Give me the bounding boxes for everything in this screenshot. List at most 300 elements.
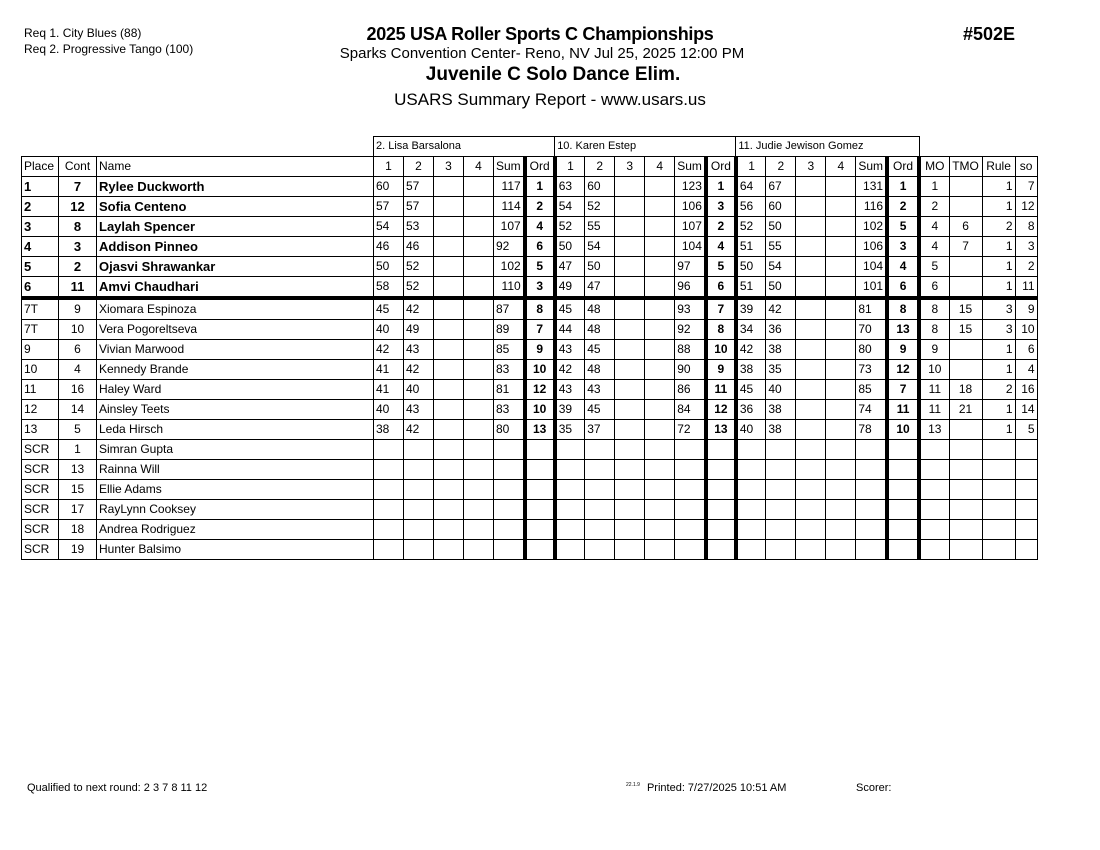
judge-1-score-3 bbox=[434, 500, 464, 520]
judge-2-score-3 bbox=[615, 420, 645, 440]
so-cell bbox=[1015, 540, 1037, 560]
rule-cell: 1 bbox=[982, 237, 1015, 257]
judge-2-sum: 107 bbox=[675, 217, 706, 237]
mo-cell bbox=[919, 500, 949, 520]
judge-1-score-2: 57 bbox=[404, 177, 434, 197]
printed-timestamp: Printed: 7/27/2025 10:51 AM bbox=[646, 782, 787, 794]
judge-1-score-1 bbox=[374, 520, 404, 540]
judge-1-sum bbox=[494, 440, 525, 460]
tmo-cell bbox=[949, 197, 982, 217]
cont-cell: 2 bbox=[59, 257, 97, 277]
rule-cell: 1 bbox=[982, 340, 1015, 360]
place-cell: 3 bbox=[22, 217, 59, 237]
judge-2-score-1: 49 bbox=[555, 277, 585, 299]
judge-2-ordinal: 10 bbox=[706, 340, 736, 360]
scorer-label: Scorer: bbox=[856, 782, 892, 794]
judge-3-score-3 bbox=[796, 340, 826, 360]
rule-cell bbox=[982, 440, 1015, 460]
tmo-cell bbox=[949, 277, 982, 299]
judge-2-score-1: 43 bbox=[555, 380, 585, 400]
judge-1-score-2: 49 bbox=[404, 320, 434, 340]
judge-3-score-2: 60 bbox=[766, 197, 796, 217]
judge-2-sum: 86 bbox=[675, 380, 706, 400]
judge-2-score-2: 48 bbox=[585, 320, 615, 340]
judge-3-score-3 bbox=[796, 217, 826, 237]
judge-2-score-3 bbox=[615, 540, 645, 560]
so-cell bbox=[1015, 480, 1037, 500]
judge-2-sum: 104 bbox=[675, 237, 706, 257]
mo-cell bbox=[919, 480, 949, 500]
so-cell: 4 bbox=[1015, 360, 1037, 380]
judge-1-sum: 102 bbox=[494, 257, 525, 277]
judge-3-score-3 bbox=[796, 298, 826, 320]
judge-1-score-3 bbox=[434, 400, 464, 420]
judge-2-score-2: 48 bbox=[585, 360, 615, 380]
report-title: USARS Summary Report - www.usars.us bbox=[394, 90, 706, 109]
name-cell: Simran Gupta bbox=[97, 440, 374, 460]
judge-1-ordinal bbox=[525, 440, 555, 460]
j3-col-2: 2 bbox=[766, 157, 796, 177]
judge-2-ordinal bbox=[706, 440, 736, 460]
tmo-cell bbox=[949, 480, 982, 500]
judge-1-sum: 83 bbox=[494, 400, 525, 420]
judge-1-sum: 114 bbox=[494, 197, 525, 217]
judge-1-ordinal: 10 bbox=[525, 400, 555, 420]
name-cell: Haley Ward bbox=[97, 380, 374, 400]
judge-2-sum: 84 bbox=[675, 400, 706, 420]
judge-3-score-2: 35 bbox=[766, 360, 796, 380]
mo-cell: 4 bbox=[919, 237, 949, 257]
judge-1-ordinal bbox=[525, 520, 555, 540]
rule-cell: 1 bbox=[982, 257, 1015, 277]
mo-cell bbox=[919, 440, 949, 460]
judge-2-score-2: 45 bbox=[585, 400, 615, 420]
judge-2-score-3 bbox=[615, 340, 645, 360]
version-label: 22.1.9 bbox=[626, 782, 640, 788]
table-row bbox=[22, 217, 1038, 237]
judge-2-score-2: 54 bbox=[585, 237, 615, 257]
judge-3-sum: 73 bbox=[856, 360, 887, 380]
judge-2-ordinal: 4 bbox=[706, 237, 736, 257]
judge-1-score-4 bbox=[464, 237, 494, 257]
judge-3-score-2: 50 bbox=[766, 217, 796, 237]
tmo-cell bbox=[949, 500, 982, 520]
judge-2-sum: 93 bbox=[675, 298, 706, 320]
judge-1-score-2 bbox=[404, 480, 434, 500]
cont-cell: 6 bbox=[59, 340, 97, 360]
judge-1-name: 2. Lisa Barsalona bbox=[374, 137, 555, 157]
judge-1-score-4 bbox=[464, 500, 494, 520]
j3-col-4: 4 bbox=[826, 157, 856, 177]
judge-3-score-1: 51 bbox=[736, 277, 766, 299]
judge-3-sum: 85 bbox=[856, 380, 887, 400]
judge-3-sum bbox=[856, 480, 887, 500]
judge-1-score-2: 42 bbox=[404, 360, 434, 380]
judge-2-ordinal: 12 bbox=[706, 400, 736, 420]
judge-1-ordinal: 13 bbox=[525, 420, 555, 440]
judge-1-sum: 89 bbox=[494, 320, 525, 340]
judge-2-ordinal: 1 bbox=[706, 177, 736, 197]
place-cell: 10 bbox=[22, 360, 59, 380]
judge-2-score-3 bbox=[615, 298, 645, 320]
so-cell bbox=[1015, 440, 1037, 460]
tmo-cell bbox=[949, 520, 982, 540]
so-cell: 2 bbox=[1015, 257, 1037, 277]
col-tmo: TMO bbox=[949, 157, 982, 177]
judge-2-score-1 bbox=[555, 500, 585, 520]
judge-2-score-2 bbox=[585, 540, 615, 560]
rule-cell bbox=[982, 520, 1015, 540]
judge-1-ordinal: 10 bbox=[525, 360, 555, 380]
judge-1-score-4 bbox=[464, 217, 494, 237]
j3-col-ord: Ord bbox=[887, 157, 919, 177]
name-cell: Kennedy Brande bbox=[97, 360, 374, 380]
place-cell: SCR bbox=[22, 520, 59, 540]
so-cell: 12 bbox=[1015, 197, 1037, 217]
judge-3-sum: 80 bbox=[856, 340, 887, 360]
judge-1-score-2: 53 bbox=[404, 217, 434, 237]
judge-1-sum: 110 bbox=[494, 277, 525, 299]
judge-3-score-1 bbox=[736, 520, 766, 540]
name-cell: Laylah Spencer bbox=[97, 217, 374, 237]
tmo-cell: 7 bbox=[949, 237, 982, 257]
place-cell: SCR bbox=[22, 540, 59, 560]
judge-3-score-3 bbox=[796, 320, 826, 340]
place-cell: 11 bbox=[22, 380, 59, 400]
judge-2-score-1: 44 bbox=[555, 320, 585, 340]
judge-2-score-3 bbox=[615, 460, 645, 480]
mo-cell bbox=[919, 520, 949, 540]
col-place: Place bbox=[22, 157, 59, 177]
judge-3-score-1 bbox=[736, 500, 766, 520]
judge-3-score-4 bbox=[826, 380, 856, 400]
judge-2-score-1: 35 bbox=[555, 420, 585, 440]
judge-1-sum: 83 bbox=[494, 360, 525, 380]
table-row bbox=[22, 257, 1038, 277]
judge-1-score-1 bbox=[374, 460, 404, 480]
judge-1-sum bbox=[494, 480, 525, 500]
judge-3-ordinal: 4 bbox=[887, 257, 919, 277]
cont-cell: 17 bbox=[59, 500, 97, 520]
judge-3-score-1: 38 bbox=[736, 360, 766, 380]
judge-3-sum bbox=[856, 500, 887, 520]
results-table bbox=[21, 136, 1038, 560]
requirement-2: Req 2. Progressive Tango (100) bbox=[24, 42, 194, 56]
judge-1-score-1: 54 bbox=[374, 217, 404, 237]
rule-cell bbox=[982, 460, 1015, 480]
tmo-cell bbox=[949, 460, 982, 480]
place-cell: 6 bbox=[22, 277, 59, 299]
judge-1-sum bbox=[494, 540, 525, 560]
judge-2-ordinal: 7 bbox=[706, 298, 736, 320]
judge-3-score-1: 50 bbox=[736, 257, 766, 277]
judge-3-score-4 bbox=[826, 540, 856, 560]
judge-1-score-3 bbox=[434, 360, 464, 380]
table-row bbox=[22, 400, 1038, 420]
judge-2-ordinal: 2 bbox=[706, 217, 736, 237]
judge-1-score-3 bbox=[434, 257, 464, 277]
judge-3-score-2 bbox=[766, 500, 796, 520]
cont-cell: 7 bbox=[59, 177, 97, 197]
mo-cell: 13 bbox=[919, 420, 949, 440]
table-row bbox=[22, 380, 1038, 400]
judge-3-ordinal: 13 bbox=[887, 320, 919, 340]
name-cell: Vivian Marwood bbox=[97, 340, 374, 360]
judge-1-score-2 bbox=[404, 500, 434, 520]
judge-1-score-1: 38 bbox=[374, 420, 404, 440]
rule-cell: 1 bbox=[982, 177, 1015, 197]
place-cell: SCR bbox=[22, 480, 59, 500]
judge-3-score-3 bbox=[796, 237, 826, 257]
rule-cell: 1 bbox=[982, 400, 1015, 420]
table-row bbox=[22, 440, 1038, 460]
so-cell: 5 bbox=[1015, 420, 1037, 440]
j1-col-2: 2 bbox=[404, 157, 434, 177]
judge-2-sum: 92 bbox=[675, 320, 706, 340]
judge-1-score-1: 58 bbox=[374, 277, 404, 299]
judge-3-score-2: 50 bbox=[766, 277, 796, 299]
judge-3-score-4 bbox=[826, 440, 856, 460]
judge-3-score-4 bbox=[826, 500, 856, 520]
judge-1-ordinal: 12 bbox=[525, 380, 555, 400]
j3-col-3: 3 bbox=[796, 157, 826, 177]
judge-2-name: 10. Karen Estep bbox=[555, 137, 736, 157]
j2-col-sum: Sum bbox=[675, 157, 706, 177]
judge-1-score-2: 43 bbox=[404, 400, 434, 420]
judge-2-score-3 bbox=[615, 257, 645, 277]
cont-cell: 18 bbox=[59, 520, 97, 540]
judge-2-score-4 bbox=[645, 380, 675, 400]
column-header-row bbox=[22, 157, 1038, 177]
name-cell: Amvi Chaudhari bbox=[97, 277, 374, 299]
judge-2-score-3 bbox=[615, 197, 645, 217]
judge-1-ordinal bbox=[525, 480, 555, 500]
judge-1-ordinal: 2 bbox=[525, 197, 555, 217]
name-cell: Ojasvi Shrawankar bbox=[97, 257, 374, 277]
place-cell: 13 bbox=[22, 420, 59, 440]
tmo-cell bbox=[949, 440, 982, 460]
judge-1-score-4 bbox=[464, 257, 494, 277]
table-row bbox=[22, 360, 1038, 380]
tmo-cell bbox=[949, 540, 982, 560]
judge-3-sum: 74 bbox=[856, 400, 887, 420]
judge-3-score-1: 51 bbox=[736, 237, 766, 257]
judge-1-score-2: 46 bbox=[404, 237, 434, 257]
judge-1-ordinal: 8 bbox=[525, 298, 555, 320]
judge-3-sum bbox=[856, 440, 887, 460]
place-cell: 7T bbox=[22, 298, 59, 320]
judge-3-score-2 bbox=[766, 520, 796, 540]
judge-3-sum: 116 bbox=[856, 197, 887, 217]
judge-3-score-1 bbox=[736, 480, 766, 500]
judge-1-score-3 bbox=[434, 440, 464, 460]
judge-2-score-2: 55 bbox=[585, 217, 615, 237]
name-cell: Hunter Balsimo bbox=[97, 540, 374, 560]
judge-2-ordinal: 13 bbox=[706, 420, 736, 440]
judge-header-row bbox=[22, 137, 1038, 157]
mo-cell bbox=[919, 460, 949, 480]
judge-3-score-3 bbox=[796, 420, 826, 440]
judge-3-score-1: 56 bbox=[736, 197, 766, 217]
judge-2-ordinal: 11 bbox=[706, 380, 736, 400]
judge-1-score-2 bbox=[404, 460, 434, 480]
rule-cell: 1 bbox=[982, 197, 1015, 217]
judge-1-ordinal: 9 bbox=[525, 340, 555, 360]
judge-3-score-2: 67 bbox=[766, 177, 796, 197]
judge-1-score-3 bbox=[434, 217, 464, 237]
judge-3-score-1: 34 bbox=[736, 320, 766, 340]
judge-3-score-4 bbox=[826, 257, 856, 277]
judge-2-score-2: 43 bbox=[585, 380, 615, 400]
table-row bbox=[22, 177, 1038, 197]
judge-1-score-4 bbox=[464, 277, 494, 299]
judge-1-sum: 85 bbox=[494, 340, 525, 360]
judge-2-score-3 bbox=[615, 237, 645, 257]
judge-2-score-2: 52 bbox=[585, 197, 615, 217]
judge-3-score-4 bbox=[826, 217, 856, 237]
name-cell: Ellie Adams bbox=[97, 480, 374, 500]
judge-2-score-1 bbox=[555, 460, 585, 480]
judge-1-sum: 92 bbox=[494, 237, 525, 257]
judge-2-score-4 bbox=[645, 298, 675, 320]
judge-2-score-2: 48 bbox=[585, 298, 615, 320]
table-row bbox=[22, 480, 1038, 500]
table-row bbox=[22, 540, 1038, 560]
mo-cell: 6 bbox=[919, 277, 949, 299]
judge-3-score-4 bbox=[826, 340, 856, 360]
judge-1-sum: 80 bbox=[494, 420, 525, 440]
table-row bbox=[22, 420, 1038, 440]
name-cell: Addison Pinneo bbox=[97, 237, 374, 257]
judge-3-score-3 bbox=[796, 480, 826, 500]
judge-1-sum: 87 bbox=[494, 298, 525, 320]
judge-1-score-3 bbox=[434, 540, 464, 560]
judge-2-score-1: 50 bbox=[555, 237, 585, 257]
so-cell: 6 bbox=[1015, 340, 1037, 360]
judge-3-sum bbox=[856, 540, 887, 560]
judge-1-score-1 bbox=[374, 440, 404, 460]
judge-3-sum: 104 bbox=[856, 257, 887, 277]
mo-cell: 10 bbox=[919, 360, 949, 380]
judge-2-score-4 bbox=[645, 520, 675, 540]
tmo-cell bbox=[949, 420, 982, 440]
mo-cell: 4 bbox=[919, 217, 949, 237]
judge-2-score-1: 47 bbox=[555, 257, 585, 277]
mo-cell: 11 bbox=[919, 380, 949, 400]
judge-3-score-3 bbox=[796, 277, 826, 299]
cont-cell: 14 bbox=[59, 400, 97, 420]
judge-3-score-3 bbox=[796, 380, 826, 400]
place-cell: SCR bbox=[22, 460, 59, 480]
place-cell: SCR bbox=[22, 500, 59, 520]
name-cell: RayLynn Cooksey bbox=[97, 500, 374, 520]
name-cell: Ainsley Teets bbox=[97, 400, 374, 420]
judge-3-ordinal: 5 bbox=[887, 217, 919, 237]
judge-2-score-3 bbox=[615, 177, 645, 197]
judge-1-score-2: 52 bbox=[404, 257, 434, 277]
judge-3-ordinal: 3 bbox=[887, 237, 919, 257]
tmo-cell bbox=[949, 177, 982, 197]
j1-col-ord: Ord bbox=[525, 157, 555, 177]
mo-cell: 1 bbox=[919, 177, 949, 197]
place-cell: 7T bbox=[22, 320, 59, 340]
judge-3-ordinal bbox=[887, 440, 919, 460]
judge-3-sum bbox=[856, 460, 887, 480]
judge-3-score-4 bbox=[826, 520, 856, 540]
so-cell: 8 bbox=[1015, 217, 1037, 237]
cont-cell: 5 bbox=[59, 420, 97, 440]
judge-2-score-3 bbox=[615, 217, 645, 237]
judge-3-ordinal bbox=[887, 540, 919, 560]
cont-cell: 3 bbox=[59, 237, 97, 257]
table-row bbox=[22, 197, 1038, 217]
judge-2-sum bbox=[675, 520, 706, 540]
place-cell: 9 bbox=[22, 340, 59, 360]
so-cell: 7 bbox=[1015, 177, 1037, 197]
judge-2-score-4 bbox=[645, 257, 675, 277]
judge-1-score-2: 57 bbox=[404, 197, 434, 217]
judge-3-score-1: 52 bbox=[736, 217, 766, 237]
judge-2-ordinal bbox=[706, 540, 736, 560]
judge-3-score-2 bbox=[766, 460, 796, 480]
judge-1-ordinal: 1 bbox=[525, 177, 555, 197]
table-row bbox=[22, 237, 1038, 257]
judge-2-sum: 72 bbox=[675, 420, 706, 440]
judge-3-sum: 81 bbox=[856, 298, 887, 320]
judge-1-ordinal: 5 bbox=[525, 257, 555, 277]
judge-3-score-4 bbox=[826, 480, 856, 500]
judge-2-score-2: 47 bbox=[585, 277, 615, 299]
judge-2-score-4 bbox=[645, 340, 675, 360]
judge-1-score-4 bbox=[464, 440, 494, 460]
judge-3-score-2: 36 bbox=[766, 320, 796, 340]
name-cell: Rainna Will bbox=[97, 460, 374, 480]
judge-3-score-1 bbox=[736, 440, 766, 460]
judge-1-score-2 bbox=[404, 540, 434, 560]
judge-1-sum: 81 bbox=[494, 380, 525, 400]
judge-1-score-3 bbox=[434, 177, 464, 197]
j1-col-3: 3 bbox=[434, 157, 464, 177]
judge-1-score-1 bbox=[374, 540, 404, 560]
so-cell: 16 bbox=[1015, 380, 1037, 400]
judge-2-score-1 bbox=[555, 480, 585, 500]
tmo-cell: 15 bbox=[949, 320, 982, 340]
j3-col-1: 1 bbox=[736, 157, 766, 177]
event-title: Juvenile C Solo Dance Elim. bbox=[425, 64, 681, 85]
judge-2-sum: 106 bbox=[675, 197, 706, 217]
judge-3-score-4 bbox=[826, 277, 856, 299]
judge-3-score-3 bbox=[796, 460, 826, 480]
rule-cell: 2 bbox=[982, 217, 1015, 237]
judge-2-score-3 bbox=[615, 480, 645, 500]
judge-1-score-4 bbox=[464, 420, 494, 440]
judge-1-score-3 bbox=[434, 277, 464, 299]
judge-3-score-2: 38 bbox=[766, 400, 796, 420]
requirement-1: Req 1. City Blues (88) bbox=[24, 26, 142, 40]
judge-3-ordinal: 2 bbox=[887, 197, 919, 217]
judge-2-ordinal: 9 bbox=[706, 360, 736, 380]
judge-3-score-2: 55 bbox=[766, 237, 796, 257]
judge-1-score-3 bbox=[434, 520, 464, 540]
judge-1-score-2: 40 bbox=[404, 380, 434, 400]
judge-2-score-2: 60 bbox=[585, 177, 615, 197]
judge-3-score-1: 42 bbox=[736, 340, 766, 360]
judge-2-sum: 88 bbox=[675, 340, 706, 360]
judge-2-score-1: 43 bbox=[555, 340, 585, 360]
judge-3-score-4 bbox=[826, 420, 856, 440]
table-row bbox=[22, 298, 1038, 320]
judge-2-score-1: 54 bbox=[555, 197, 585, 217]
